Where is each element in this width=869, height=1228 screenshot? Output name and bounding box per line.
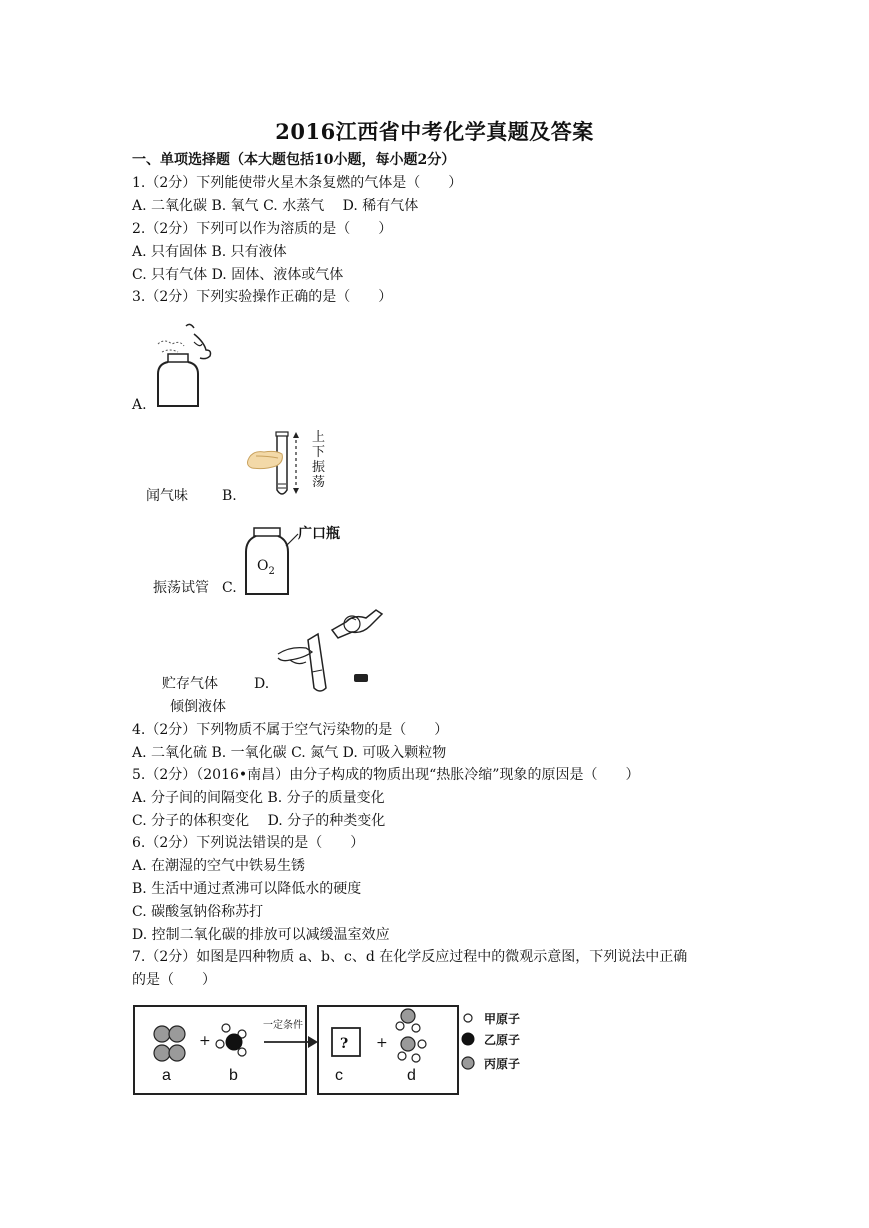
question-6-option-a: A. 在潮湿的空气中铁易生锈 [132, 858, 306, 874]
page-title: 2016江西省中考化学真题及答案 [275, 119, 594, 144]
legend-atom-jia [464, 1014, 472, 1022]
question-6-stem: 6.（2分）下列说法错误的是（ ） [132, 835, 365, 851]
molecule-label-d: d [407, 1067, 416, 1084]
option-a-label: A. [132, 397, 147, 413]
option-d-label: D. [254, 676, 270, 692]
reaction-condition: 一定条件 [263, 1020, 303, 1031]
legend-atom-bing [462, 1057, 474, 1069]
question-2-options-ab: A. 只有固体 B. 只有液体 [132, 244, 287, 260]
plus-sign-left: + [199, 1033, 211, 1049]
reaction-diagram [132, 998, 532, 1098]
figure-pour-liquid [276, 602, 386, 694]
legend-atom-yi [462, 1033, 474, 1045]
plus-sign-right: + [376, 1035, 388, 1051]
molecule-a [154, 1026, 185, 1061]
question-7-stem: 7.（2分）如图是四种物质 a、b、c、d 在化学反应过程中的微观示意图，下列说法中正确 [132, 949, 688, 965]
shake-direction-text: 上下振荡 [312, 430, 326, 490]
unknown-c-mark: ? [340, 1036, 349, 1052]
molecule-label-a: a [162, 1067, 171, 1084]
legend-yi: 乙原子 [484, 1033, 521, 1047]
question-6-option-c: C. 碳酸氢钠俗称苏打 [132, 904, 264, 920]
molecule-b [216, 1024, 246, 1056]
question-4-options: A. 二氧化硫 B. 一氧化碳 C. 氮气 D. 可吸入颗粒物 [132, 745, 447, 761]
molecule-d [396, 1009, 426, 1062]
question-1-options: A. 二氧化碳 B. 氧气 C. 水蒸气 D. 稀有气体 [132, 198, 419, 214]
molecule-label-b: b [229, 1067, 238, 1084]
o2-label: $O_2$ [257, 558, 275, 577]
legend-jia: 甲原子 [484, 1012, 521, 1026]
question-5-stem: 5.（2分）（2016•南昌）由分子构成的物质出现“热胀冷缩”现象的原因是（ ） [132, 767, 640, 783]
question-2-options-cd: C. 只有气体 D. 固体、液体或气体 [132, 267, 344, 283]
option-b-label: B. [222, 488, 237, 504]
question-6-option-b: B. 生活中通过煮沸可以降低水的硬度 [132, 881, 362, 897]
option-b-caption: 振荡试管 [153, 580, 209, 596]
figure-smell-gas [150, 320, 220, 412]
question-2-stem: 2.（2分）下列可以作为溶质的是（ ） [132, 221, 393, 237]
question-4-stem: 4.（2分）下列物质不属于空气污染物的是（ ） [132, 722, 449, 738]
option-c-label: C. [222, 580, 237, 596]
option-a-caption: 闻气味 [146, 488, 188, 504]
option-c-caption: 贮存气体 [162, 676, 218, 692]
question-5-options-ab: A. 分子间的间隔变化 B. 分子的质量变化 [132, 790, 385, 806]
option-d-caption: 倾倒液体 [170, 699, 226, 715]
question-3-stem: 3.（2分）下列实验操作正确的是（ ） [132, 289, 393, 305]
question-7-stem-cont: 的是（ ） [132, 972, 216, 988]
molecule-label-c: c [335, 1067, 343, 1084]
legend-bing: 丙原子 [484, 1057, 521, 1071]
section-heading: 一、单项选择题（本大题包括10小题，每小题2分） [132, 152, 456, 168]
question-5-options-cd: C. 分子的体积变化 D. 分子的种类变化 [132, 813, 386, 829]
figure-shake-tube [246, 430, 316, 502]
question-6-option-d: D. 控制二氧化碳的排放可以减缓温室效应 [132, 927, 390, 943]
question-1-stem: 1.（2分）下列能使带火星木条复燃的气体是（ ） [132, 175, 463, 191]
bottle-label: 广口瓶 [298, 526, 340, 542]
